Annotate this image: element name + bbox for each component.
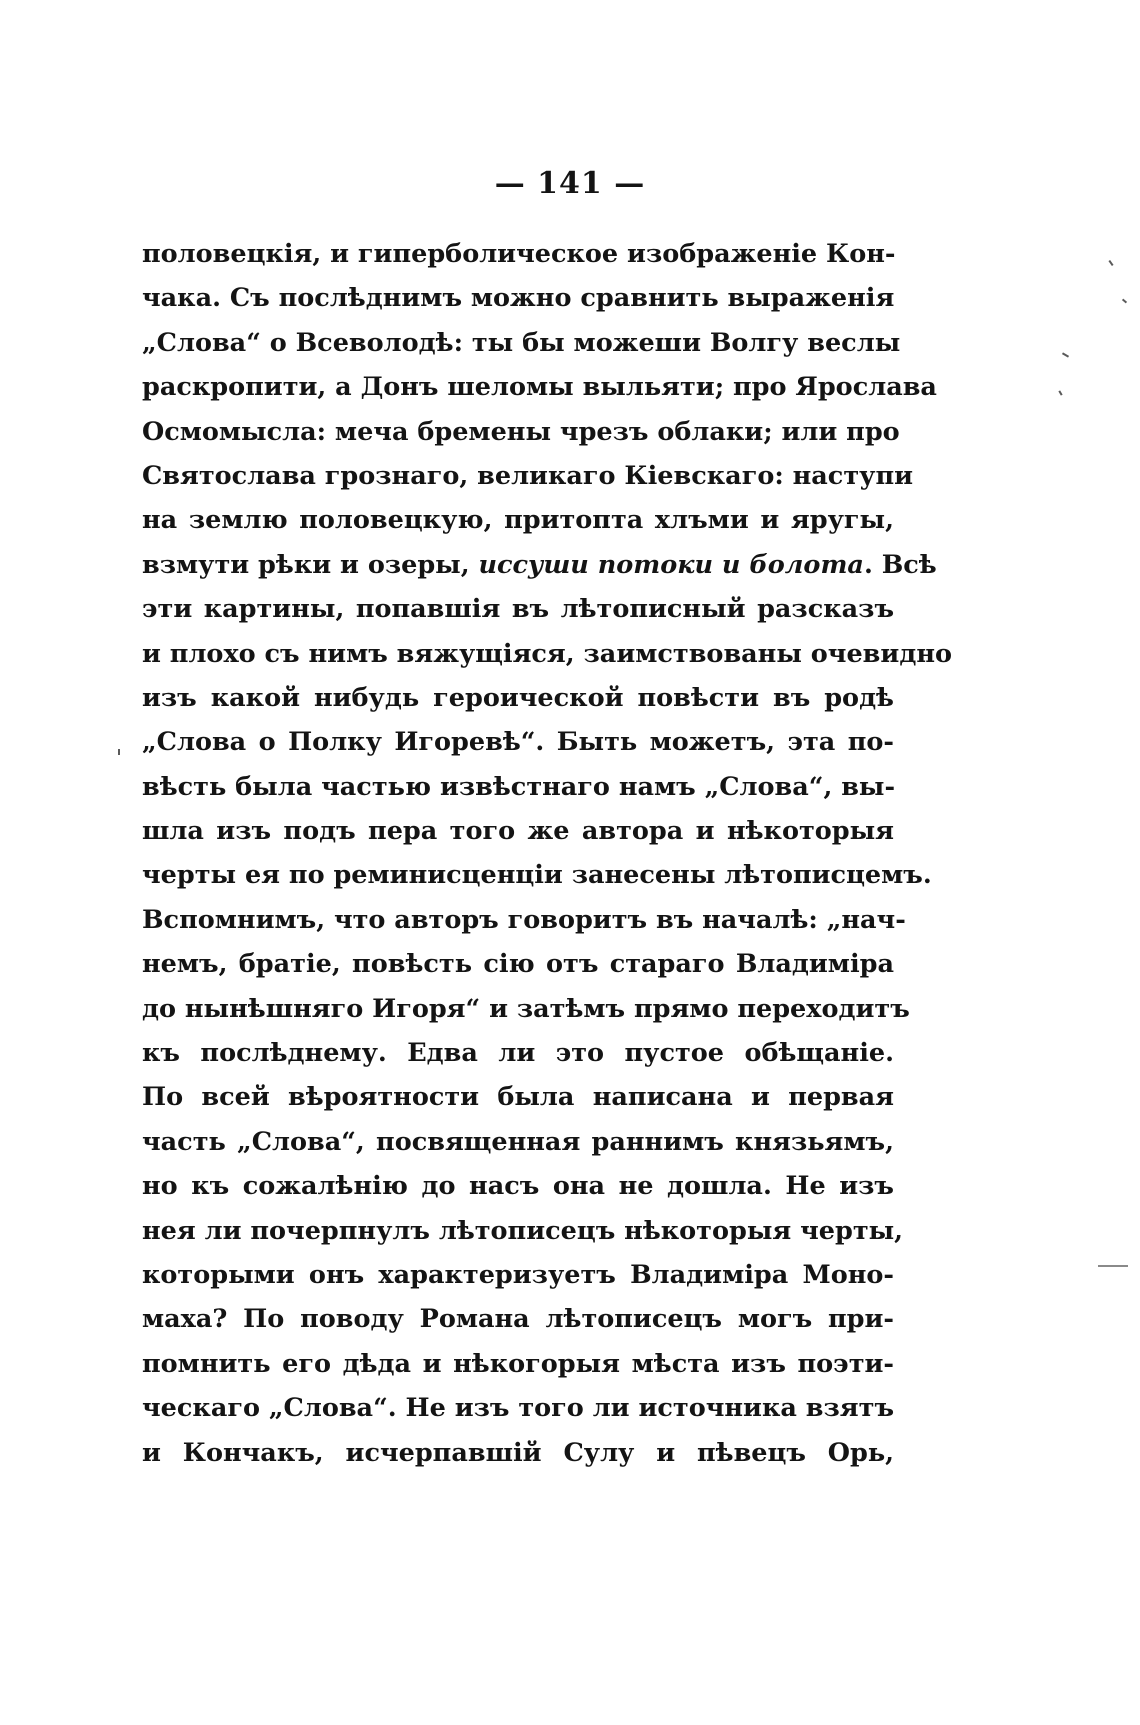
- page-number: — 141 —: [494, 166, 646, 201]
- text-line-11: изъ какой нибудь героической повѣсти въ родѣ: [142, 682, 894, 713]
- text-line-24: которыми онъ характеризуетъ Владиміра Моно-: [142, 1259, 894, 1290]
- text-line-28: и Кончакъ, исчерпавшій Сулу и пѣвецъ Орь,: [142, 1437, 894, 1468]
- scan-mark: [1098, 1265, 1128, 1267]
- text-line-6: Святослава грознаго, великаго Кіевскаго: наступи: [142, 460, 914, 491]
- text-line-13: вѣсть была частью извѣстнаго намъ „Слова“, вы-: [142, 771, 896, 802]
- text-line-12: „Слова о Полку Игоревѣ“. Быть можетъ, эта по-: [142, 727, 894, 758]
- text-line-27: ческаго „Слова“. Не изъ того ли источника взятъ: [142, 1393, 894, 1424]
- text-line-14: шла изъ подъ пера того же автора и нѣкоторыя: [142, 816, 894, 847]
- scan-mark: [1062, 352, 1069, 357]
- text-line-16: Вспомнимъ, что авторъ говоритъ въ началѣ: „нач-: [142, 904, 906, 935]
- text-line-10: и плохо съ нимъ вяжущіяся, заимствованы очевидно: [142, 638, 952, 669]
- text-line-4: раскропити, а Донъ шеломы выльяти; про Ярослава: [142, 372, 937, 403]
- text-line-22: но къ сожалѣнію до насъ она не дошла. Не изъ: [142, 1171, 894, 1202]
- text-line-1: половецкія, и гиперболическое изображеніе Кон-: [142, 239, 896, 269]
- body-text: [142, 232, 952, 1475]
- text-line-17: немъ, братіе, повѣсть сію отъ стараго Владиміра: [142, 949, 894, 980]
- text-line-8: [142, 543, 937, 587]
- text-line-9: эти картины, попавшія въ лѣтописный разсказъ: [142, 594, 894, 625]
- scan-mark: [1122, 299, 1127, 304]
- text-line-5: Осмомысла: меча бремены чрезъ облаки; или про: [142, 416, 900, 447]
- scan-mark: [1108, 260, 1113, 266]
- text-line-20: По всей вѣроятности была написана и первая: [142, 1082, 894, 1113]
- text-line-19: къ послѣднему. Едва ли это пустое обѣщаніе.: [142, 1038, 894, 1069]
- text-line-18: до нынѣшняго Игоря“ и затѣмъ прямо переходитъ: [142, 993, 910, 1024]
- text-line-8-start: взмути рѣки и озеры,: [142, 549, 479, 580]
- text-line-25: маха? По поводу Романа лѣтописецъ могъ при-: [142, 1304, 894, 1335]
- text-line-3: „Слова“ о Всеволодѣ: ты бы можеши Волгу веслы: [142, 327, 901, 358]
- text-line-26: помнить его дѣда и нѣкогорыя мѣста изъ поэти-: [142, 1348, 894, 1379]
- italic-phrase: иссуши потоки и болота: [478, 549, 864, 580]
- text-line-15: черты ея по реминисценціи занесены лѣтописцемъ.: [142, 860, 932, 891]
- scan-mark: [118, 749, 120, 755]
- text-line-23: нея ли почерпнулъ лѣтописецъ нѣкоторыя черты,: [142, 1215, 904, 1246]
- text-line-21: часть „Слова“, посвященная раннимъ князьямъ,: [142, 1126, 894, 1157]
- text-line-7: на землю половецкую, притопта хлъми и яругы,: [142, 505, 894, 536]
- text-line-8-end: . Всѣ: [863, 549, 937, 580]
- scan-mark: [1058, 390, 1062, 395]
- text-line-2: чака. Съ послѣднимъ можно сравнить выраженія: [142, 283, 895, 314]
